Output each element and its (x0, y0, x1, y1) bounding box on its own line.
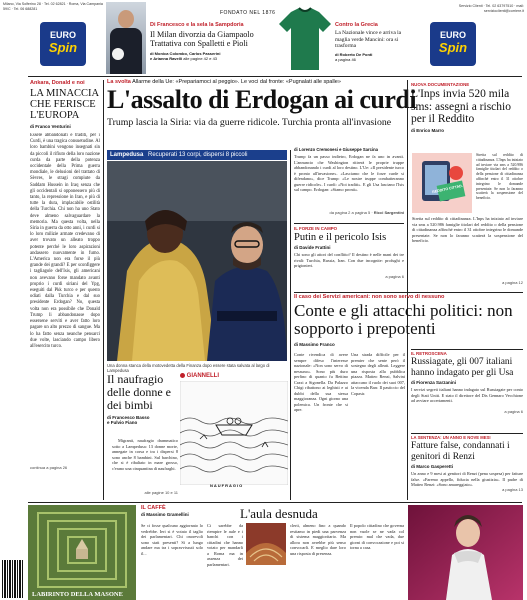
giannelli-drawing (180, 381, 288, 485)
erdogan-text: Trump fa un passo indietro, Erdogan ne fa uno in avanti. L'annuncio che Washington ritirerà le proprie truppe abbandonando i curdi al loro destino. L'Ue: «Il presidente turco è pronto all'invasione». «Lasciamo che le forze curde si difendano», dice Trump: «Le nostre truppe combatteranno guerre ridicole». I curdi: «Noi traditi». E gli Usa lasciano l'Isis sul campo. Erdogan: «Siamo pronti». (294, 154, 404, 192)
masthead-founded: FONDATO NEL 1876 (220, 10, 276, 16)
eurospin-badge-right[interactable] (430, 22, 476, 66)
badge-line2-right: Spin (438, 40, 468, 55)
main-subheadline: Trump lascia la Siria: via da guerre ridicole. Turchia pronta all'invasione (107, 117, 392, 128)
bottom-rule (28, 502, 522, 503)
renzi-kicker: LA SENTENZA: UN ANNO E NOVE MESI (411, 435, 491, 440)
masthead-rule (28, 76, 522, 77)
conte-story[interactable] (294, 294, 522, 347)
isis-kicker: IL FORZE IN CAMPO (294, 226, 338, 231)
conte-text-2: Una strada difficile per il premier che sente però il sostegno degli alleati. Leggere una risposta alla pubblica piazza. Matteo Renzi, Salvini attaccano il ruolo dei suoi 007, la vicenda Barr. Il pasticcio del Copasir. (351, 352, 405, 396)
teaser-milan-byline2: e Arianna Ravelli (150, 56, 183, 61)
teaser-nazionale-page: a pagina 46 (335, 56, 356, 62)
isis-title: Putin e il pericolo Isis (294, 232, 387, 243)
teaser-photo-coach (106, 2, 146, 74)
editorial-column[interactable] (30, 80, 100, 470)
erdogan-story[interactable]: di Lorenzo Cremonesi e Giuseppe Sarcina Trump fa un passo indietro, Erdogan ne fa uno in avanti. L'annuncio che Washington ritirerà le proprie truppe abbandonando i curdi al loro destino. L'Ue: «Il presidente turco è pronto all'invasione». «Lasciamo che le forze curde si difendano», dice Trump: «Le nostre truppe combatteranno guerre ridicole». I curdi: «Noi traditi». E gli Usa lasciano l'Isis sul campo. Erdogan: «Siamo pronti». da pagina 2 a pagina 5 · Ricci Sargentini (294, 147, 404, 215)
editorial-kicker: Ankara, Donald e noi (30, 80, 85, 86)
headline-lead: La svolta (107, 79, 131, 85)
main-headline-block[interactable] (107, 79, 417, 128)
giannelli-cartoon[interactable] (180, 373, 288, 495)
inps-sign: REDDITO CITTAD. (431, 183, 464, 195)
teaser-milan-kicker: Di Francesco e la sela la Sampdoria (150, 22, 244, 28)
caffe-byline: di Massimo Gramellini (141, 512, 189, 517)
teaser-milan-byline: di Monica Colombo, Carlos Passerini (150, 51, 221, 56)
left-column-rule (103, 80, 104, 500)
erdogan-page[interactable]: da pagina 2 a pagina 5 (329, 210, 371, 215)
naufragio-byline2: e Fulvio Fiano (107, 420, 138, 425)
caffe-text-3: clerti, almeno fino a quando restiamo in piedi una parvenza di sistema maggioritario. Ma allora non avrebbe più senso convocarli. E meglio dare loro una risposta di presenza. (290, 523, 346, 556)
lampedusa-photo[interactable] (107, 161, 287, 361)
badge-line2: Spin (48, 40, 78, 55)
caffe-kicker: IL CAFFÈ (141, 505, 166, 511)
teaser-milan-title: Il Milan divorzia da Giampaolo Trattativa con Spalletti e Pioli (150, 30, 254, 48)
teaser-photo-jersey (277, 6, 333, 72)
giannelli-label: GIANNELLI (186, 373, 220, 380)
caffe-header (141, 505, 231, 517)
russiagate-story[interactable] (411, 351, 523, 414)
renzi-rule (411, 433, 523, 434)
isis-byline: di Davide Frattini (294, 245, 331, 250)
conte-kicker: Il caso dei Servizi americani: non sono servo di nessuno (294, 294, 445, 300)
caffe-text-1: Se ci fosse qualcuno aggiornato lo vedrebbe. Ieri si è votato il taglio dei parlamentari. Chi onorevoli sono stati presenti? Sì a lungo andare ma tra i sopravvissuti solo il... (141, 523, 203, 556)
renzi-story[interactable] (411, 435, 523, 492)
renzi-byline: di Marco Gasperetti (411, 464, 454, 469)
russiagate-kicker: IL RETROSCENA (411, 351, 447, 356)
teaser-milan-page: alle pagine 42 e 43 (183, 56, 218, 61)
erdogan-extra-byline: Ricci Sargentini (373, 210, 404, 215)
naufragio-page[interactable]: alle pagine 10 e 11 (144, 490, 178, 495)
inps-kicker: NUOVA DOCUMENTAZIONE (411, 82, 470, 87)
isis-page[interactable]: a pagina 6 (385, 274, 404, 279)
russiagate-rule (411, 349, 523, 350)
masthead-address: Milano, Via Solferino 28 · Tel. 02 62821 · Roma, Via Campania 59/C · Tel. 06 688281 (3, 2, 103, 11)
renzi-title: Fatture false, condannati i genitori di Renzi (411, 441, 510, 462)
naufragio-byline1: di Francesco Basso (107, 415, 150, 420)
teaser-nazionale[interactable] (335, 22, 415, 62)
russiagate-byline: di Fiorenza Sarzanini (411, 380, 457, 385)
giannelli-icon (180, 373, 185, 378)
labirinto-caption: LABIRINTO DELLA MASONE (32, 591, 123, 598)
lampedusa-caption: Una donna stanca della motovedetta della Finanza dopo essere stata salvata al largo di Lampedusa (107, 363, 270, 373)
russiagate-title: Russiagate, gli 007 italiani hanno indagato per gli Usa (411, 357, 514, 378)
badge-line1-right: EURO (439, 30, 466, 40)
inps-illustration (412, 153, 472, 213)
eurospin-badge-left[interactable] (40, 22, 86, 66)
russiagate-text: I servizi segreti italiani hanno indagato sul Russiagate per conto degli Stati Uniti. E stato il direttore del Dis Gennaro Vecchione ad avviare accertamenti. (411, 387, 523, 403)
naufragio-story[interactable] (107, 373, 175, 425)
center-rule (290, 150, 291, 500)
right-column-rule (407, 80, 408, 500)
caffe-title: L'aula desnuda (240, 506, 318, 521)
inps-title: L'Inps invia 520 mila sms: assegni a rischio per il Reddito (411, 88, 511, 125)
editorial-text: Essere abbandonati e traditi, per i Curdi, è una tragica consuetudine. Al loro bambini vengono insegnati sin da piccoli il rifiuto della loro nazione curda da parte della potenza occidentale della Prima guerra mondiale, le delusioni del trattato di Sèvres, le stragi compiute da Saddam Hussein in Iraq senza che gli occidentali si opponessero più di tanto, la repressione in Iran, e più di tutte la dura, implacabile ostilità della Turchia. Chi non ha uno Stato deve almeno salvaguardare la memoria. Ma questa volta, nella Siria in guerra da otto anni, i curdi si lo loro milizie armate credevano di aver trovato un alleato troppo potente perché le loro aspirazioni andassero nuovamente in fumo. L'America non era forse il più grande dei grandi? E per sconfiggere i tagliagole dell'Isis, gli americani non avevano forse mandato avanti proprio i curdi siriani del Ypg, eseguiti dal Pkk turco e per questo odiati dalla Turchia e dal suo presidente Erdogan? No, questa volta non era possibile che Donald Trump li abbandonasse dopo essersene serviti e aver fatto loro pagare un alto prezzo di sangue. Ma lo ha fatto senza neanche pensarci due volte, lasciando campo libero all'esercito turco. (30, 133, 100, 349)
erdogan-byline: di Lorenzo Cremonesi e Giuseppe Sarcina (294, 147, 379, 152)
naufragio-text: Migranti, naufragio drammatico sotto a Lampedusa: 13 donne morte, annegate in corsa e tra i dispersi 8 sono anche 8 bambini. Sul barchino, che si è ribaltato in mare grosso, c'erano una cinquantina di naufraghi. (112, 438, 178, 471)
editorial-byline: di Franco Venturini (30, 124, 71, 129)
renzi-text: Un anno e 9 mesi ai genitori di Renzi (pena sospesa) per fatture false. «Faremo appello, fiducia nella giustizia». Il padre di Matteo Renzi: «Sono amareggiato». (411, 471, 523, 487)
conte-top-rule (294, 292, 523, 293)
badge-line1: EURO (49, 30, 76, 40)
caffe-text-2: Ci sarebbe da riempire le aule e i banchi con i cittadini che hanno votato per mandarli a Roma ma in assenza dei parlamentari. (207, 523, 243, 567)
teaser-milan[interactable] (150, 22, 270, 61)
masthead-service: Servizio Clienti · Tel. 02 63797510 · mail: servizioclienti@corriere.it (458, 4, 524, 13)
inps-text-cont: Stretta sul reddito di cittadinanza. L'Inps ha iniziato ad inviare via sms a 520.986 famiglie titolari del reddito o della pensione di cittadinanza affinché entro il 31 ottobre integrino le domande presentate. Se non lo faranno scatterà la sospensione del beneficio. (412, 216, 523, 243)
barcode (2, 560, 24, 598)
main-headline: L'assalto di Erdogan ai curdi (107, 85, 417, 114)
lampedusa-banner (107, 150, 287, 160)
teaser-nazionale-kicker: Contro la Grecia (335, 22, 378, 28)
renzi-page[interactable]: a pagina 13 (502, 487, 523, 492)
lampedusa-label: Lampedusa (110, 152, 144, 158)
editorial-continue[interactable]: continua a pagina 26 (30, 465, 68, 470)
caffe-text-4: Il popolo cittadino che governa non vuole se ne vada col premio: mal che vada, due giorni di convocazione e poi si torna a casa. (350, 523, 404, 550)
labirinto-photo[interactable] (28, 505, 136, 600)
inps-story[interactable] (411, 82, 523, 133)
inps-byline: di Enrico Marro (411, 127, 445, 133)
isis-story[interactable] (294, 226, 404, 279)
headline-lead-rest: Allarme della Ue: «Prepariamoci al peggio». Le voci dal fronte: «Pugnalati alle spalle» (132, 79, 341, 85)
inps-text: Stretta sul reddito di cittadinanza. L'Inps ha iniziato ad inviare via sms a 520.986 famiglie titolari del reddito o della pensione di cittadinanza affinché entro il 31 ottobre integrino le domande presentate. Se non lo faranno scatterà la sospensione del beneficio. (476, 153, 523, 201)
editorial-title: LA MINACCIA CHE FERISCE L'EUROPA (30, 88, 99, 121)
erdogan-divider (294, 223, 404, 224)
inps-page[interactable]: a pagina 12 (502, 280, 523, 285)
conte-title: Conte e gli attacchi politici: non sopporto i prepotenti (294, 301, 513, 338)
teaser-nazionale-byline: di Roberto De Ponti (335, 51, 373, 57)
russiagate-page[interactable]: a pagina 6 (504, 409, 523, 414)
giannelli-caption: NAUFRAGIO (210, 483, 244, 488)
lampedusa-title: Recuperati 13 corpi, dispersi 8 piccoli (148, 152, 248, 158)
conte-byline: di Massimo Franco (294, 342, 335, 347)
fashion-photo[interactable] (408, 505, 523, 600)
parliament-photo (246, 523, 286, 565)
isis-text: Chi sono gli attori del conflitto? Il destino è nelle mani dei tre rivali: Turchia, Russia, Iran. Con due incognite: profughi e prigionieri. (294, 252, 404, 268)
naufragio-title: Il naufragio delle donne e dei bimbi (107, 372, 171, 412)
conte-text-1: Conte rivendica di avere sempre difeso l'interesse nazionale: «Non sono servo di nessuno». Sono più duro perfino di quanto fu Bettino Craxi a Sigonella. Da Palazzo Chigi ribattono ai leghisti e ai dubbi della sua stessa maggioranza. Ogni giorno una polemica. Un fronte che si apre. (294, 352, 348, 412)
teaser-nazionale-title: La Nazionale vince e arriva la maglia verde Mancini: ora si trasforma (335, 30, 402, 49)
